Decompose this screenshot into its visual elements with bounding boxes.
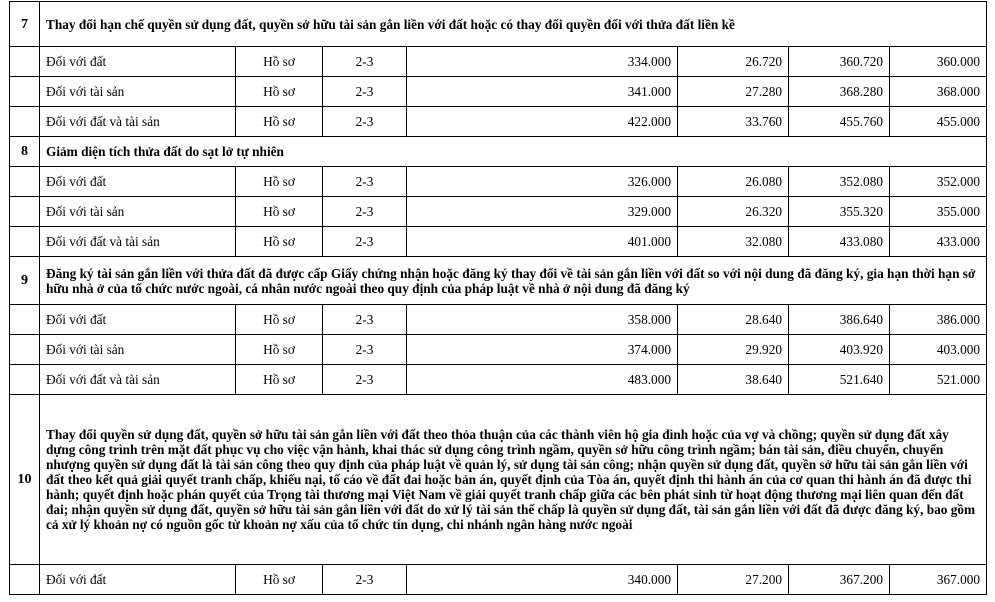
rounded-cell: 521.000 xyxy=(890,365,987,395)
unit-cell: Hồ sơ xyxy=(236,227,323,257)
item-cell: Đối với đất xyxy=(40,47,236,77)
total-cell: 360.720 xyxy=(789,47,890,77)
rounded-cell: 352.000 xyxy=(890,167,987,197)
vat-cell: 26.080 xyxy=(678,167,789,197)
days-cell: 2-3 xyxy=(323,107,407,137)
days-cell: 2-3 xyxy=(323,77,407,107)
rounded-cell: 386.000 xyxy=(890,305,987,335)
item-cell: Đối với tài sản xyxy=(40,335,236,365)
days-cell: 2-3 xyxy=(323,47,407,77)
stt-cell xyxy=(10,197,40,227)
table-row xyxy=(10,197,987,227)
table-row xyxy=(10,77,987,107)
days-cell: 2-3 xyxy=(323,197,407,227)
total-cell: 521.640 xyxy=(789,365,890,395)
group-header-row xyxy=(10,2,987,47)
days-cell: 2-3 xyxy=(323,365,407,395)
base-fee-cell: 329.000 xyxy=(407,197,678,227)
group-number: 7 xyxy=(10,2,40,47)
vat-cell: 27.280 xyxy=(678,77,789,107)
table-row xyxy=(10,47,987,77)
rounded-cell: 360.000 xyxy=(890,47,987,77)
total-cell: 368.280 xyxy=(789,77,890,107)
group-number: 10 xyxy=(10,395,40,565)
total-cell: 367.200 xyxy=(789,565,890,595)
group-header-row xyxy=(10,137,987,167)
item-cell: Đối với tài sản xyxy=(40,197,236,227)
total-cell: 403.920 xyxy=(789,335,890,365)
total-cell: 355.320 xyxy=(789,197,890,227)
rounded-cell: 433.000 xyxy=(890,227,987,257)
vat-cell: 26.320 xyxy=(678,197,789,227)
group-number: 8 xyxy=(10,137,40,167)
item-cell: Đối với đất xyxy=(40,167,236,197)
item-cell: Đối với đất và tài sản xyxy=(40,365,236,395)
vat-cell: 33.760 xyxy=(678,107,789,137)
vat-cell: 32.080 xyxy=(678,227,789,257)
unit-cell: Hồ sơ xyxy=(236,167,323,197)
item-cell: Đối với đất xyxy=(40,305,236,335)
vat-cell: 29.920 xyxy=(678,335,789,365)
unit-cell: Hồ sơ xyxy=(236,565,323,595)
table-row xyxy=(10,305,987,335)
rounded-cell: 355.000 xyxy=(890,197,987,227)
table-row xyxy=(10,167,987,197)
rounded-cell: 403.000 xyxy=(890,335,987,365)
days-cell: 2-3 xyxy=(323,565,407,595)
base-fee-cell: 374.000 xyxy=(407,335,678,365)
group-header-row xyxy=(10,395,987,565)
days-cell: 2-3 xyxy=(323,227,407,257)
rounded-cell: 368.000 xyxy=(890,77,987,107)
stt-cell xyxy=(10,77,40,107)
stt-cell xyxy=(10,227,40,257)
group-header-row xyxy=(10,257,987,305)
days-cell: 2-3 xyxy=(323,335,407,365)
stt-cell xyxy=(10,565,40,595)
table-row xyxy=(10,107,987,137)
base-fee-cell: 422.000 xyxy=(407,107,678,137)
total-cell: 352.080 xyxy=(789,167,890,197)
group-title: Thay đổi quyền sử dụng đất, quyền sở hữu tài sản gắn liền với đất theo thỏa thuận của các thành viên hộ gia đình hoặc của vợ và chồng; quyền sử dụng đất xây dựng công trình trên mặt đất phục vụ cho việc vận hành, khai thác sử dụng công trình ngầm, quyền sở hữu công trình ngầm; bán tài sản, điều chuyển, chuyển nhượng quyền sử dụng đất là tài sản công theo quy định của pháp luật về quản lý, sử dụng tài sản công; nhận quyền sử dụng đất, quyền sở hữu tài sản gắn liền với đất theo kết quả giải quyết tranh chấp, khiếu nại, tố cáo về đất đai hoặc bản án, quyết định của Tòa án, quyết định thi hành án của cơ quan thi hành án đã được thi hành; quyết định hoặc phán quyết của Trọng tài thương mại Việt Nam về giải quyết tranh chấp giữa các bên phát sinh từ hoạt động thương mại liên quan đến đất đai; nhận quyền sử dụng đất, quyền sở hữu tài sản gắn liền với đất do xử lý tài sản thế chấp là quyền sử dụng đất, tài sản gắn liền với đất đã được đăng ký, bao gồm cả xử lý khoản nợ có nguồn gốc từ khoản nợ xấu của tổ chức tín dụng, chi nhánh ngân hàng nước ngoài xyxy=(40,395,987,565)
table-row xyxy=(10,565,987,595)
stt-cell xyxy=(10,107,40,137)
table-row xyxy=(10,365,987,395)
base-fee-cell: 326.000 xyxy=(407,167,678,197)
unit-cell: Hồ sơ xyxy=(236,47,323,77)
unit-cell: Hồ sơ xyxy=(236,305,323,335)
unit-cell: Hồ sơ xyxy=(236,107,323,137)
stt-cell xyxy=(10,47,40,77)
stt-cell xyxy=(10,305,40,335)
base-fee-cell: 341.000 xyxy=(407,77,678,107)
vat-cell: 27.200 xyxy=(678,565,789,595)
base-fee-cell: 483.000 xyxy=(407,365,678,395)
group-title: Đăng ký tài sản gắn liền với thửa đất đã được cấp Giấy chứng nhận hoặc đăng ký thay đổi về tài sản gắn liền với đất so với nội dung đã đăng ký, gia hạn thời hạn sở hữu nhà ở của tổ chức nước ngoài, cá nhân nước ngoài theo quy định của pháp luật về nhà ở nội dung đã đăng ký xyxy=(40,257,987,305)
table-row xyxy=(10,227,987,257)
total-cell: 386.640 xyxy=(789,305,890,335)
base-fee-cell: 401.000 xyxy=(407,227,678,257)
base-fee-cell: 340.000 xyxy=(407,565,678,595)
unit-cell: Hồ sơ xyxy=(236,197,323,227)
total-cell: 455.760 xyxy=(789,107,890,137)
unit-cell: Hồ sơ xyxy=(236,365,323,395)
days-cell: 2-3 xyxy=(323,167,407,197)
stt-cell xyxy=(10,365,40,395)
group-title: Thay đổi hạn chế quyền sử dụng đất, quyền sở hữu tài sản gắn liền với đất hoặc có thay đổi quyền đối với thửa đất liền kề xyxy=(40,2,987,47)
stt-cell xyxy=(10,167,40,197)
group-title: Giảm diện tích thửa đất do sạt lở tự nhiên xyxy=(40,137,987,167)
vat-cell: 26.720 xyxy=(678,47,789,77)
item-cell: Đối với tài sản xyxy=(40,77,236,107)
rounded-cell: 455.000 xyxy=(890,107,987,137)
vat-cell: 28.640 xyxy=(678,305,789,335)
days-cell: 2-3 xyxy=(323,305,407,335)
rounded-cell: 367.000 xyxy=(890,565,987,595)
fee-table xyxy=(9,1,987,595)
unit-cell: Hồ sơ xyxy=(236,77,323,107)
base-fee-cell: 334.000 xyxy=(407,47,678,77)
unit-cell: Hồ sơ xyxy=(236,335,323,365)
table-row xyxy=(10,335,987,365)
total-cell: 433.080 xyxy=(789,227,890,257)
group-number: 9 xyxy=(10,257,40,305)
item-cell: Đối với đất và tài sản xyxy=(40,227,236,257)
item-cell: Đối với đất xyxy=(40,565,236,595)
vat-cell: 38.640 xyxy=(678,365,789,395)
item-cell: Đối với đất và tài sản xyxy=(40,107,236,137)
base-fee-cell: 358.000 xyxy=(407,305,678,335)
stt-cell xyxy=(10,335,40,365)
